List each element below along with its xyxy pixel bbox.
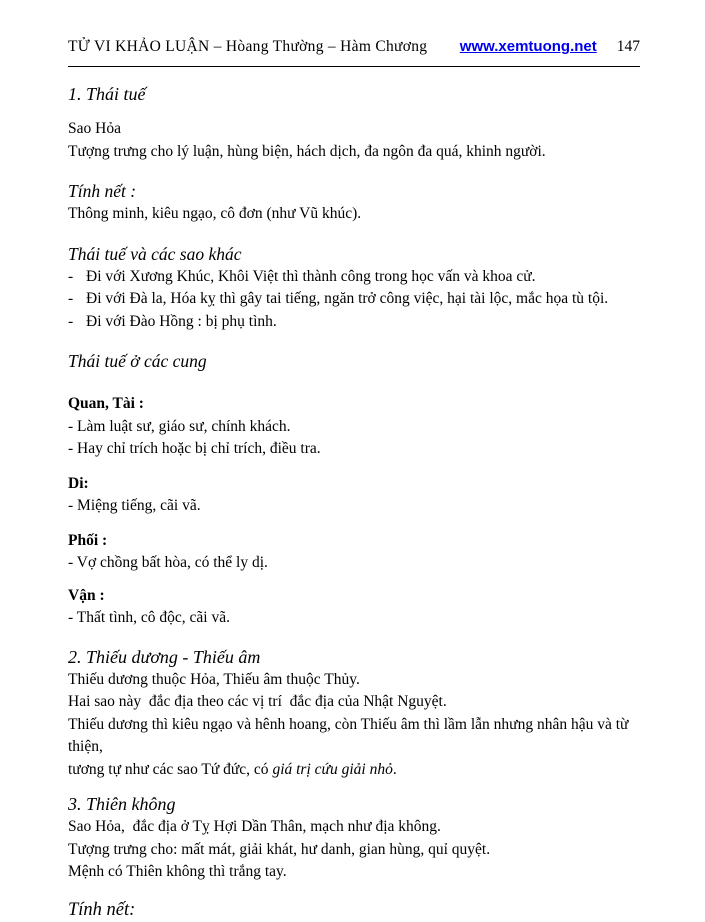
section-3-heading: 3. Thiên không <box>68 794 176 814</box>
list-item <box>68 311 640 334</box>
page-number: 147 <box>616 38 640 55</box>
section-1-heading: 1. Thái tuế <box>68 84 146 104</box>
cung-group-line: - Miệng tiếng, cãi vã. <box>68 497 201 514</box>
section-2-line: Thiếu dương thuộc Hỏa, Thiếu âm thuộc Thủy. <box>68 670 360 688</box>
site-link[interactable]: www.xemtuong.net <box>459 38 597 55</box>
list-item-text: Đi với Đà la, Hóa kỵ thì gây tai tiếng, ngăn trở công việc, hại tài lộc, mắc họa tù tội. <box>86 290 609 307</box>
cung-group-label-di: Di: <box>68 474 89 492</box>
section-2-line: Hai sao này đắc địa theo các vị trí đắc địa của Nhật Nguyệt. <box>68 693 447 710</box>
list-item-text: Đi với Đào Hồng : bị phụ tình. <box>86 312 277 330</box>
section-2-last-line <box>68 759 640 782</box>
list-item-text: Đi với Xương Khúc, Khôi Việt thì thành công trong học vấn và khoa cử. <box>86 267 536 285</box>
cung-group-label-van: Vận : <box>68 586 105 604</box>
section-3-line: Sao Hỏa, đắc địa ở Tỵ Hợi Dần Thân, mạch như địa không. <box>68 818 441 835</box>
sao-khac-list <box>68 266 640 334</box>
cung-group-line: - Vợ chồng bất hòa, có thể ly dị. <box>68 554 268 571</box>
last-line-italic-segment: giá trị cứu giải nhỏ <box>272 760 393 778</box>
cung-group-line: - Hay chỉ trích hoặc bị chỉ trích, điều tra. <box>68 440 321 457</box>
section-3-line: Mệnh có Thiên không thì trắng tay. <box>68 863 287 880</box>
section-1-intro-line-2: Tượng trưng cho lý luận, hùng biện, hách dịch, đa ngôn đa quá, khinh người. <box>68 142 546 160</box>
tinh-net-heading: Tính nết : <box>68 181 137 201</box>
section-2-heading: 2. Thiếu dương - Thiếu âm <box>68 646 261 667</box>
section-1-intro-line-1: Sao Hỏa <box>68 120 121 137</box>
last-line-prefix: tương tự như các sao Tứ đức, có <box>68 760 273 778</box>
header-divider <box>68 66 640 67</box>
section-2-line: Thiếu dương thì kiêu ngạo và hênh hoang, còn Thiếu âm thì lầm lẫn nhưng nhân hậu và từ thiện, <box>68 715 633 755</box>
cung-group-line: - Làm luật sư, giáo sư, chính khách. <box>68 417 291 435</box>
list-item <box>68 266 640 289</box>
list-dash: - <box>68 267 74 285</box>
list-item <box>68 288 640 311</box>
last-line-suffix: . <box>392 760 397 778</box>
tinh-net-text: Thông minh, kiêu ngạo, cô đơn (như Vũ khúc). <box>68 205 362 222</box>
list-dash: - <box>68 290 74 307</box>
page-header <box>68 38 640 56</box>
section-3-line: Tượng trưng cho: mất mát, giải khát, hư danh, gian hùng, quỉ quyệt. <box>68 840 491 858</box>
document-title: TỬ VI KHẢO LUẬN – Hòang Thường – Hàm Chương <box>68 38 428 55</box>
cung-group-label-phoi: Phối : <box>68 531 108 549</box>
sao-khac-heading: Thái tuế và các sao khác <box>68 243 242 264</box>
cung-group-line: - Thất tình, cô độc, cãi vã. <box>68 609 230 626</box>
cung-group-label-quan-tai: Quan, Tài : <box>68 395 144 412</box>
cung-heading: Thái tuế ở các cung <box>68 351 207 371</box>
list-dash: - <box>68 312 74 330</box>
tinh-net-bottom-heading: Tính nết: <box>68 899 136 920</box>
